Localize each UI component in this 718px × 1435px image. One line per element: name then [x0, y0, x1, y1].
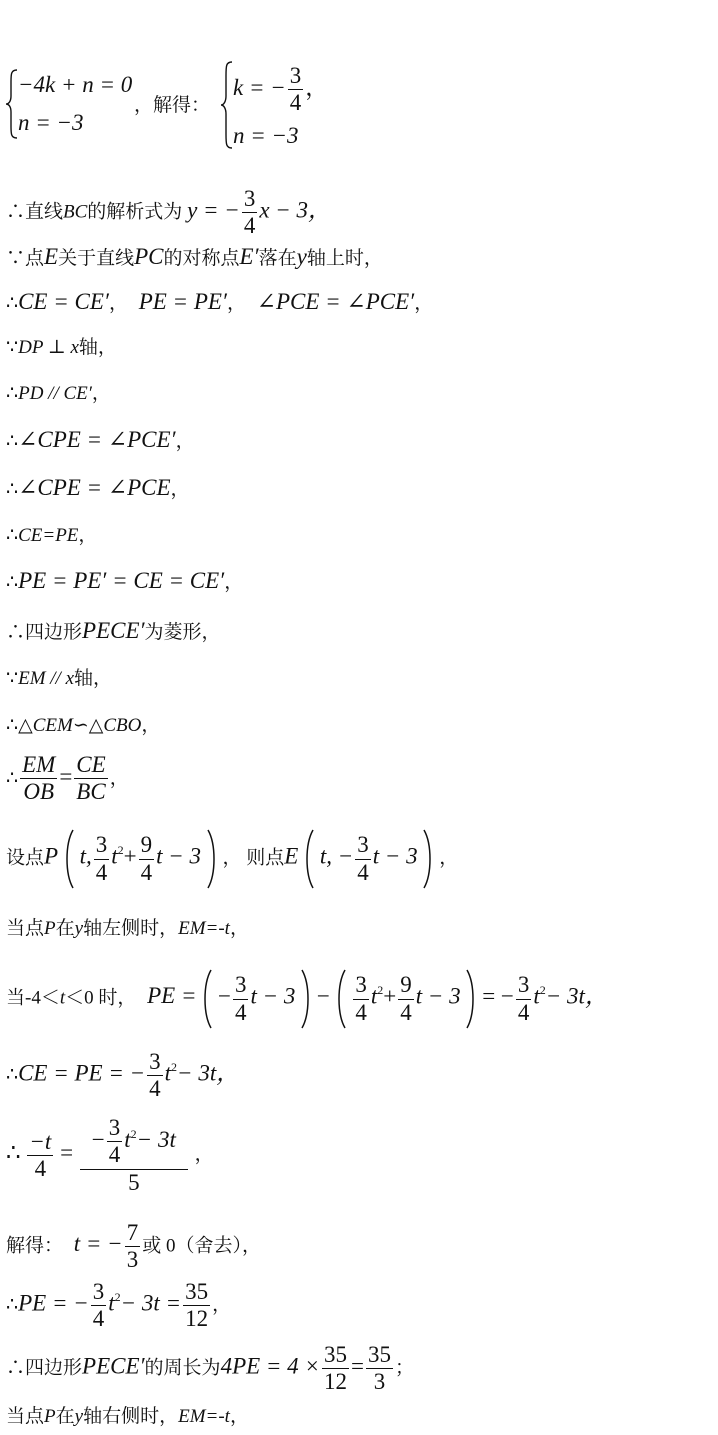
left-brace-icon [220, 60, 234, 150]
right-paren-icon [465, 968, 477, 1030]
line-right-side: 当点P在y轴右侧时，EM=-t， [6, 1406, 249, 1427]
fraction: $\frac{3}{4}$ [517, 972, 530, 1025]
left-paren-icon [201, 968, 213, 1030]
fraction: $\frac{3}{4}$ [289, 63, 302, 116]
line-symmetric-point: ∵点E关于直线PC的对称点E′落在y轴上时， [6, 244, 383, 269]
fraction: $\frac{9}{4}$ [140, 832, 153, 885]
right-paren-icon [300, 968, 312, 1030]
fraction: $\frac{3}{4}$ [92, 1279, 105, 1332]
fraction: $\frac{9}{4}$ [400, 972, 412, 1025]
line-equalities: ∴CE = CE′， PE = PE′， ∠PCE = ∠PCE′， [6, 289, 434, 314]
line-perimeter: ∴四边形PECE′的周长为4PE = 4 × $\frac{35}{12}$ = $\frac{35}{3}$ ； [6, 1342, 414, 1395]
line-proportion: ∴ $\frac{-t}{4}$ = − $\frac{3}{4}$ $t^2- 3t$ 5 ， [6, 1115, 214, 1195]
fraction: $\frac{3}{4}$ [108, 1115, 121, 1168]
left-brace-icon [5, 68, 19, 140]
line-set-points: 设点P t, $\frac{3}{4}$ $t^2+$ $\frac{9}{4}$ t − 3 ， 则点E t, − $\frac{3}{4}$ t − 3 ， [6, 828, 458, 890]
line-ratio: ∴ $\frac{EM}{OB}$ = $\frac{CE}{BC}$ ， [6, 752, 129, 805]
line-left-side: 当点P在y轴左侧时，EM=-t， [6, 918, 249, 939]
fraction: $\frac{35}{12}$ [185, 1279, 209, 1332]
line-four-equal: ∴PE = PE′ = CE = CE′， [6, 568, 244, 593]
solution-n: n = −3 [233, 123, 299, 148]
fraction: $\frac{CE}{BC}$ [76, 752, 106, 805]
compound-fraction: − $\frac{3}{4}$ $t^2- 3t$ 5 [80, 1115, 188, 1196]
solution-k: k = − $\frac{3}{4}$ ， [233, 63, 329, 116]
line-angle-2: ∴∠CPE = ∠PCE， [6, 475, 190, 500]
line-rhombus: ∴四边形PECE′为菱形， [6, 618, 221, 643]
right-paren-icon [422, 828, 434, 890]
fraction: $\frac{7}{3}$ [126, 1220, 139, 1273]
line-bc-expression: ∴直线BC的解析式为 y = − $\frac{3}{4}$ x − 3， [6, 186, 332, 239]
fraction: $\frac{3}{4}$ [234, 972, 247, 1025]
left-paren-icon [63, 828, 75, 890]
fraction: $\frac{35}{12}$ [323, 1342, 347, 1395]
fraction: $\frac{-t}{4}$ [29, 1128, 52, 1182]
left-paren-icon [303, 828, 315, 890]
line-ce-pe-expression: ∴CE = PE = − $\frac{3}{4}$ $t^2- 3t$， [6, 1049, 240, 1102]
right-paren-icon [206, 828, 218, 890]
fraction: $\frac{3}{4}$ [357, 832, 369, 885]
line-pd-parallel: ∴PD // CE′， [6, 383, 111, 404]
fraction: $\frac{3}{4}$ [95, 832, 108, 885]
left-paren-icon [335, 968, 347, 1030]
system-equation-1: −4k + n = 0 [18, 72, 133, 97]
line-solve-t: 解得： t = − $\frac{7}{3}$ 或 0（舍去）， [6, 1220, 261, 1273]
fraction: $\frac{3}{4}$ [243, 186, 256, 239]
fraction: $\frac{3}{4}$ [149, 1049, 161, 1102]
line-em-parallel: ∵EM // x轴， [6, 668, 113, 689]
line-similar-triangles: ∴△CEM∽△CBO， [6, 715, 161, 736]
line-dp-perp: ∵DP ⊥ x轴， [6, 337, 117, 358]
fraction: $\frac{3}{4}$ [355, 972, 367, 1025]
solve-text: ，解得： [134, 95, 211, 116]
fraction: $\frac{35}{3}$ [367, 1342, 391, 1395]
line-ce-pe: ∴CE=PE， [6, 525, 98, 546]
fraction: $\frac{EM}{OB}$ [22, 752, 56, 805]
line-angle-1: ∴∠CPE = ∠PCE′， [6, 427, 195, 452]
line-pe-expression: 当-4＜t＜0 时， PE = − $\frac{3}{4}$ t − 3 − $\frac{3}{4}$ $t^2+$ $\frac{9}{4}$ t − 3 = − $\frac{3}{4}$ $t^2- 3t$， [6, 968, 608, 1030]
line-pe-value: ∴PE = − $\frac{3}{4}$ $t^2- 3t$ = $\frac{35}{12}$ ， [6, 1279, 232, 1332]
system-equation-2: n = −3 [18, 110, 84, 135]
